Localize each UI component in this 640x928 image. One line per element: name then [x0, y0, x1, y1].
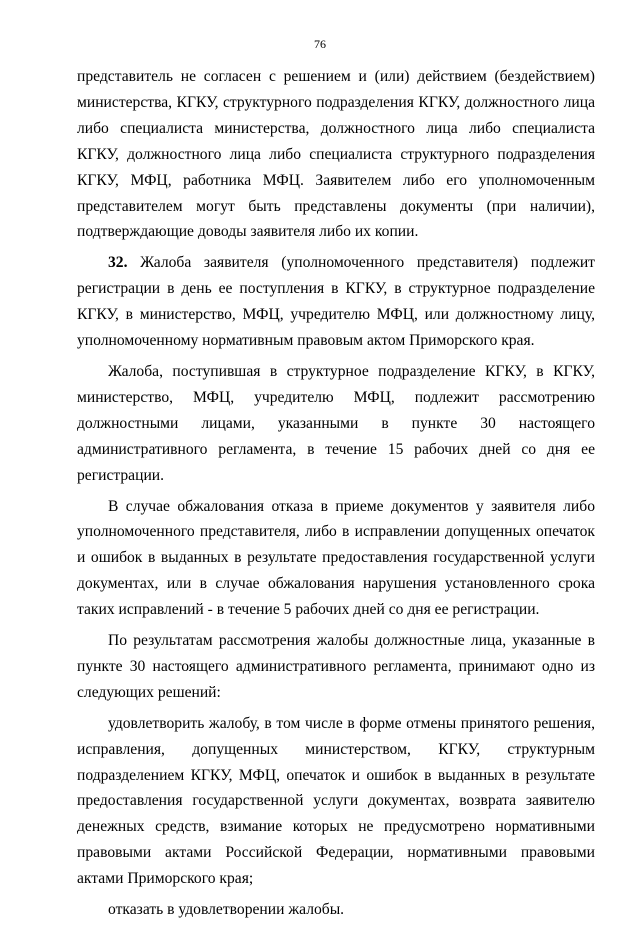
paragraph-item-32	[77, 250, 595, 354]
paragraph-text: Жалоба, поступившая в структурное подразделение КГКУ, в КГКУ, министерство, МФЦ, учредителю МФЦ, подлежит рассмотрению должностными лицами, указанными в пункте 30 настоящего административного регламента, в течение 15 рабочих дней со дня ее регистрации.	[77, 362, 595, 484]
page-number: 76	[314, 37, 326, 51]
paragraph-refusal-appeal	[77, 494, 595, 624]
document-body	[77, 64, 595, 928]
paragraph-decision-refuse	[77, 897, 595, 923]
paragraph-text: представитель не согласен с решением и (или) действием (бездействием) министерства, КГКУ, структурного подразделения КГКУ, должностного лица либо специалиста министерства, должностного лица либо специалиста КГКУ, должностного лица либо специалиста структурного подразделения КГКУ, МФЦ, работника МФЦ. Заявителем либо его уполномоченным представителем могут быть представлены документы (при наличии), подтверждающие доводы заявителя либо их копии.	[77, 68, 595, 241]
paragraph-text: отказать в удовлетворении жалобы.	[108, 901, 345, 919]
paragraph-text: В случае обжалования отказа в приеме документов у заявителя либо уполномоченного представителя, либо в исправлении допущенных опечаток и ошибок в выданных в результате предоставления государственной услуги документах, или в случае обжалования нарушения установленного срока таких исправлений - в течение 5 рабочих дней со дня ее регистрации.	[77, 497, 595, 619]
paragraph-decision-satisfy	[77, 711, 595, 892]
paragraph-complaint-review	[77, 359, 595, 489]
paragraph-text: удовлетворить жалобу, в том числе в форме отмены принятого решения, исправления, допущенных министерством, КГКУ, структурным подразделением КГКУ, МФЦ, опечаток и ошибок в выданных в результате предоставления государственной услуги документах, возврата заявителю денежных средств, взимание которых не предусмотрено нормативными правовыми актами Российской Федерации, нормативными правовыми актами Приморского края;	[77, 714, 595, 888]
paragraph-decision-intro	[77, 628, 595, 706]
paragraph-continuation	[77, 64, 595, 245]
paragraph-text: По результатам рассмотрения жалобы должностные лица, указанные в пункте 30 настоящего административного регламента, принимают одно из следующих решений:	[77, 632, 595, 701]
paragraph-text: Жалоба заявителя (уполномоченного представителя) подлежит регистрации в день ее поступления в КГКУ, в структурное подразделение КГКУ, в министерство, МФЦ, учредителю МФЦ, или должностному лицу, уполномоченному нормативным правовым актом Приморского края.	[77, 254, 595, 350]
item-number: 32.	[108, 254, 128, 272]
